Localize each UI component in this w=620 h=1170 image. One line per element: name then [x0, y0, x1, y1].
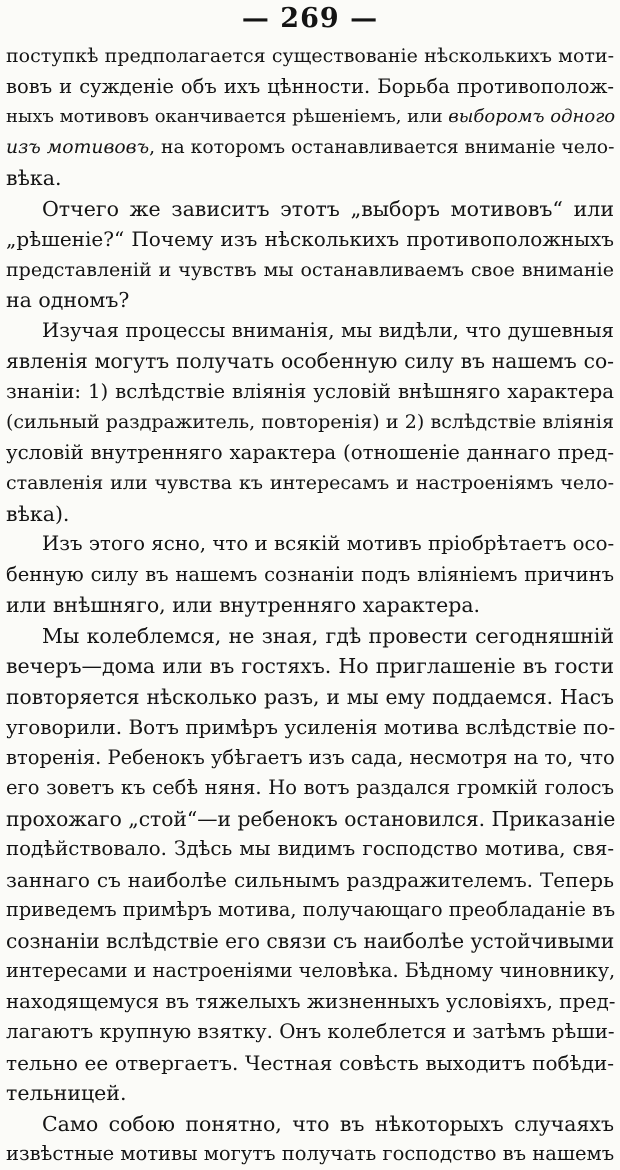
line-text: ныхъ мотивовъ оканчивается рѣшеніемъ, или [6, 106, 449, 127]
line-text: ставленія или чувства къ интересамъ и настроеніямъ чело- [6, 472, 614, 494]
line-text: на одномъ? [6, 288, 130, 312]
text-line [6, 590, 614, 621]
text-line [6, 346, 614, 377]
text-line [6, 72, 614, 103]
text-line [6, 804, 614, 835]
text-line [6, 255, 614, 286]
line-text: явленія могутъ получать особенную силу въ нашемъ со- [6, 349, 614, 373]
line-text: подѣйствовало. Здѣсь мы видимъ господство мотива, свя- [6, 837, 614, 860]
text-line [6, 682, 614, 713]
text-line [6, 621, 614, 652]
line-text: его зоветъ къ себѣ няня. Но вотъ раздался громкій голосъ [6, 776, 614, 799]
text-line [6, 834, 614, 865]
line-text: интересами и настроеніями человѣка. Бѣдному чиновнику, [6, 959, 616, 982]
line-text: поступкѣ предполагается существованіе нѣсколькихъ моти- [6, 45, 614, 67]
text-line [6, 712, 614, 743]
text-line [6, 377, 614, 408]
text-line [6, 102, 614, 133]
text-line [6, 438, 614, 469]
line-text: тельницей. [6, 1081, 127, 1105]
line-text: вѣка). [6, 501, 70, 526]
text-line [6, 285, 614, 316]
text-line [6, 529, 614, 560]
line-text: , на которомъ останавливается вниманіе чело- [149, 136, 615, 158]
line-text: Изъ этого ясно, что и всякій мотивъ пріобрѣтаетъ осо- [42, 532, 615, 555]
line-text: (сильный раздражитель, повторенія) и 2) вслѣдствіе вліянія [6, 411, 614, 433]
text-line [6, 224, 614, 255]
line-text: знаніи: 1) вслѣдствіе вліянія условій внѣшняго характера [6, 379, 614, 403]
line-text: сознаніи вслѣдствіе его связи съ наиболѣе устойчивыми [6, 928, 615, 953]
line-text: повторяется нѣсколько разъ, и мы ему поддаемся. Насъ [6, 684, 614, 709]
line-text: или внѣшняго, или внутренняго характера. [6, 593, 481, 617]
text-line [6, 560, 614, 591]
line-text: тельно ее отвергаетъ. Честная совѣсть выходитъ побѣди- [6, 1050, 614, 1075]
text-line [6, 773, 614, 804]
line-text: приведемъ примѣръ мотива, получающаго преобладаніе въ [6, 898, 616, 921]
line-text: Изучая процессы вниманія, мы видѣли, что душевныя [42, 318, 614, 342]
line-text: Мы колеблемся, не зная, гдѣ провести сегодняшній [42, 623, 614, 648]
line-text: условій внутренняго характера (отношеніе даннаго пред- [6, 440, 614, 464]
line-text: бенную силу въ нашемъ сознаніи подъ вліяніемъ причинъ [6, 562, 614, 586]
text-line [6, 468, 614, 499]
line-text: „рѣшеніе?“ Почему изъ нѣсколькихъ противоположныхъ [6, 227, 614, 251]
italic-phrase: изъ мотивовъ [6, 136, 150, 158]
text-line [6, 316, 614, 347]
text-line [6, 1017, 614, 1048]
line-text: вторенія. Ребенокъ убѣгаетъ изъ сада, несмотря на то, что [6, 745, 615, 769]
text-line [6, 194, 614, 225]
page-body-text [6, 41, 614, 1170]
line-text: лагаютъ крупную взятку. Онъ колеблется и затѣмъ рѣши- [6, 1020, 615, 1043]
text-line [6, 1048, 614, 1079]
text-line [6, 865, 614, 896]
text-line [6, 926, 614, 957]
line-text: заннаго съ наиболѣе сильнымъ раздражителемъ. Теперь [6, 867, 614, 892]
text-line [6, 987, 614, 1018]
text-line [6, 1078, 614, 1109]
line-text: Само собою понятно, что въ нѣкоторыхъ случаяхъ [42, 1111, 614, 1136]
line-text: вовъ и сужденіе объ ихъ цѣнности. Борьба противополож- [6, 74, 614, 98]
text-line [6, 895, 614, 926]
text-line [6, 1109, 614, 1140]
page-number: — 269 — [241, 3, 379, 34]
text-line [6, 1139, 614, 1170]
text-line [6, 163, 614, 194]
line-text: извѣстные мотивы могутъ получать господство въ нашемъ [6, 1142, 615, 1165]
line-text: прохожаго „стой“—и ребенокъ остановился. Приказаніе [6, 806, 616, 831]
italic-phrase: выборомъ одного [448, 106, 616, 127]
text-line [6, 499, 614, 530]
line-text: вечеръ—дома или въ гостяхъ. Но приглашеніе въ гости [6, 654, 614, 678]
text-line [6, 41, 614, 72]
line-text: находящемуся въ тяжелыхъ жизненныхъ условіяхъ, пред- [6, 989, 616, 1013]
line-text: уговорили. Вотъ примѣръ усиленія мотива вслѣдствіе по- [6, 715, 616, 739]
text-line [6, 743, 614, 774]
text-line [6, 651, 614, 682]
text-line [6, 407, 614, 438]
text-line [6, 133, 614, 164]
line-text: представленій и чувствъ мы останавливаемъ свое вниманіе [6, 258, 614, 281]
text-line [6, 956, 614, 987]
line-text: вѣка. [6, 166, 62, 190]
line-text: Отчего же зависитъ этотъ „выборъ мотивовъ“ или [42, 196, 614, 221]
